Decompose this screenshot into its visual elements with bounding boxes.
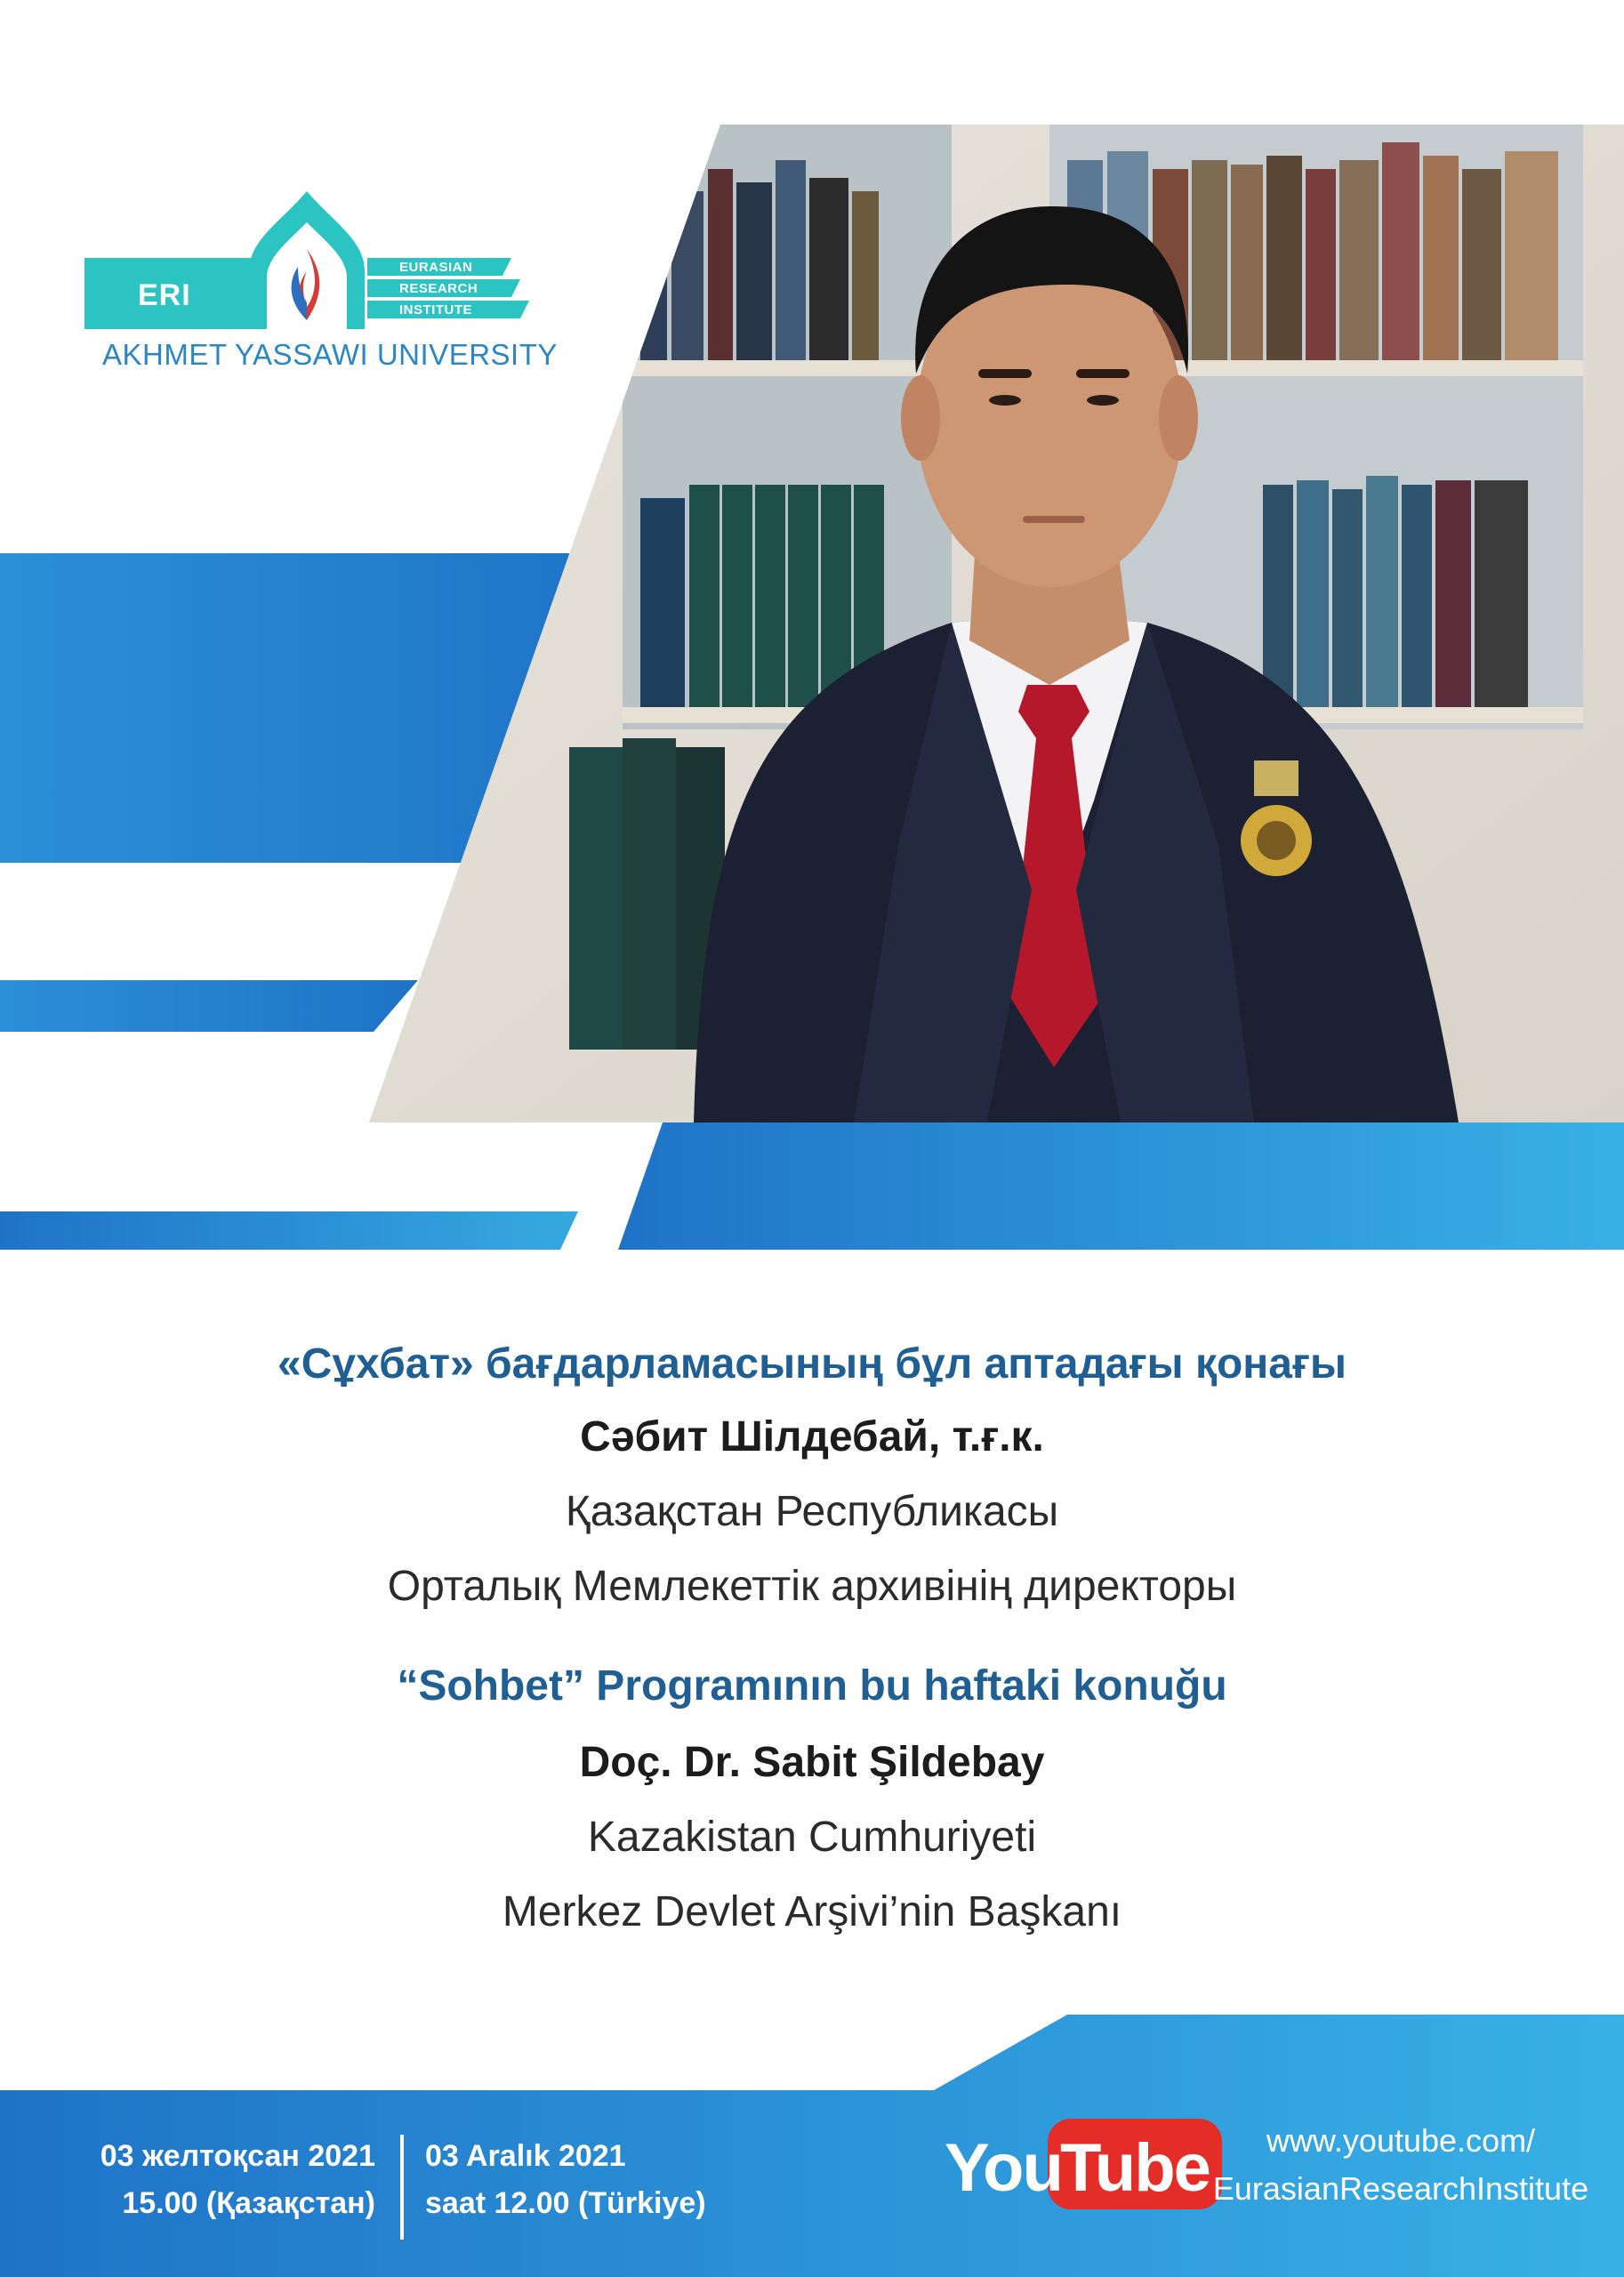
date-kz: 03 желтоқсан 2021: [100, 2139, 375, 2173]
youtube-channel-link[interactable]: [1192, 2117, 1610, 2213]
time-kz: 15.00 (Қазақстан): [122, 2185, 375, 2220]
url-line1: www.youtube.com/: [1266, 2122, 1536, 2159]
kz-guest-name: Сәбит Шілдебай, т.ғ.к.: [580, 1413, 1044, 1460]
time-tr: saat 12.00 (Türkiye): [425, 2185, 706, 2220]
date-kazakhstan: [62, 2133, 375, 2226]
kz-position-line1: Қазақстан Республикасы: [565, 1488, 1059, 1535]
band-right-lower: [618, 1122, 1624, 1250]
date-divider: [400, 2135, 404, 2240]
tr-heading: “Sohbet” Programının bu haftaki konuğu: [397, 1662, 1227, 1710]
logo-mark-icon: [84, 187, 547, 338]
logo-line-eurasian: EURASIAN: [399, 260, 473, 275]
tr-position-line1: Kazakistan Cumhuriyeti: [587, 1814, 1037, 1861]
youtube-tube: Tube: [1060, 2130, 1210, 2206]
logo-line-research: RESEARCH: [399, 281, 478, 296]
footer: [0, 2072, 1624, 2277]
logo-line-institute: INSTITUTE: [399, 302, 472, 318]
band-left-lower: [0, 1211, 578, 1250]
url-line2: EurasianResearchInstitute: [1212, 2170, 1589, 2207]
tr-guest-name: Doç. Dr. Sabit Şildebay: [579, 1739, 1045, 1786]
logo-abbr: ERI: [138, 278, 191, 312]
youtube-you: You: [945, 2130, 1062, 2206]
guest-info: [0, 1340, 1624, 1935]
kz-heading: «Сұхбат» бағдарламасының бұл аптадағы қонағы: [277, 1340, 1347, 1388]
speaker-photo: [0, 0, 1624, 1130]
youtube-logo-icon[interactable]: [945, 2119, 1210, 2217]
tr-position-line2: Merkez Devlet Arşivi’nin Başkanı: [502, 1888, 1122, 1935]
eri-logo: [84, 187, 558, 382]
date-tr: 03 Aralık 2021: [425, 2139, 626, 2173]
date-turkey: [425, 2133, 706, 2226]
logo-university: AKHMET YASSAWI UNIVERSITY: [102, 338, 558, 371]
kz-position-line2: Орталық Мемлекеттік архивінің директоры: [387, 1563, 1237, 1610]
